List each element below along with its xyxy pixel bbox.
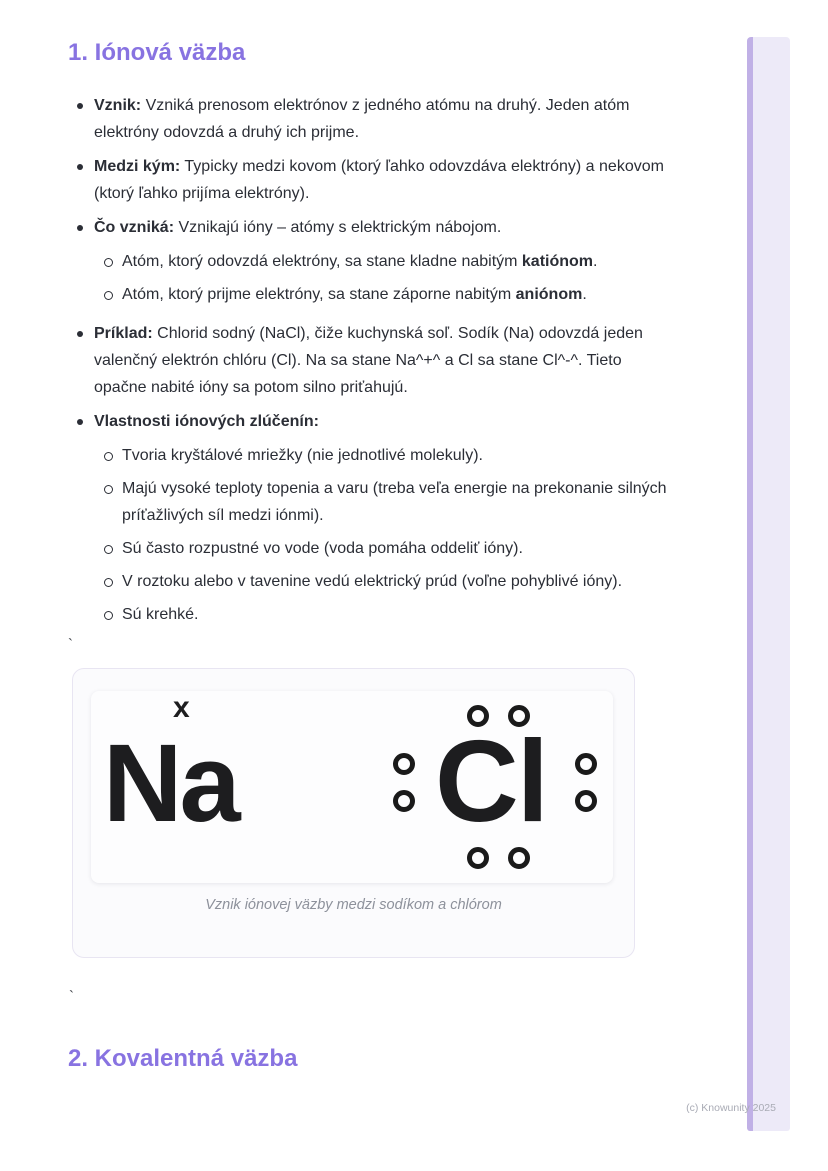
list-item-text: Atóm, ktorý odovzdá elektróny, sa stane kladne nabitým katiónom.: [122, 253, 598, 270]
list-item: [96, 442, 668, 469]
list-item-text: Sú často rozpustné vo vode (voda pomáha oddeliť ióny).: [122, 540, 523, 557]
transfer-electron-mark: x: [173, 691, 190, 724]
sodium-symbol: Na: [103, 722, 238, 845]
list-item: [68, 408, 668, 435]
electron-icon: [467, 847, 489, 869]
scrollbar-strip[interactable]: [747, 37, 790, 1131]
list-item-text: Vlastnosti iónových zlúčenín:: [94, 413, 319, 430]
list-item-text: Čo vzniká: Vznikajú ióny – atómy s elektrickým nábojom.: [94, 219, 502, 236]
bullet-icon: [77, 419, 83, 425]
section-2-title: 2. Kovalentná väzba: [68, 1045, 298, 1072]
list-item: [96, 281, 668, 308]
circle-bullet-icon: [104, 452, 113, 461]
circle-bullet-icon: [104, 545, 113, 554]
list-item: [96, 248, 668, 275]
lewis-structure-image: [91, 691, 613, 883]
bullet-icon: [77, 331, 83, 337]
list-item: [68, 92, 668, 146]
content-column: [68, 38, 668, 654]
list-item: [68, 214, 668, 241]
chlorine-symbol: Cl: [435, 716, 547, 846]
list-item: [96, 568, 668, 595]
list-item-text: V roztoku alebo v tavenine vedú elektrický prúd (voľne pohyblivé ióny).: [122, 573, 623, 590]
sodium-lewis-structure: [99, 691, 369, 883]
copyright-note: (c) Knowunity 2025: [686, 1102, 776, 1114]
list-item: [96, 601, 668, 628]
topic-list: [68, 92, 668, 628]
circle-bullet-icon: [104, 258, 113, 267]
electron-icon: [393, 790, 415, 812]
section-1-title: 1. Iónová väzba: [68, 39, 246, 66]
electron-icon: [393, 753, 415, 775]
electron-pair-bottom: [467, 847, 530, 869]
list-item-text: Medzi kým: Typicky medzi kovom (ktorý ľahko odovzdáva elektróny) a nekovom (ktorý ľahko prijíma elektróny).: [94, 158, 664, 202]
list-item-text: Vznik: Vzniká prenosom elektrónov z jedného atómu na druhý. Jeden atóm elektróny odovzdá a druhý ich prijme.: [94, 97, 630, 141]
electron-icon: [508, 847, 530, 869]
electron-icon: [575, 753, 597, 775]
list-item: [68, 153, 668, 207]
list-item-text: Atóm, ktorý prijme elektróny, sa stane záporne nabitým aniónom.: [122, 286, 587, 303]
electron-pair-right: [575, 753, 597, 812]
chlorine-lewis-structure: [391, 691, 606, 883]
stray-backtick-1: `: [68, 636, 73, 653]
bullet-icon: [77, 103, 83, 109]
bullet-icon: [77, 225, 83, 231]
list-item: [68, 320, 668, 401]
figure-card: [72, 668, 635, 958]
circle-bullet-icon: [104, 611, 113, 620]
list-item: [96, 535, 668, 562]
circle-bullet-icon: [104, 485, 113, 494]
circle-bullet-icon: [104, 578, 113, 587]
list-item-text: Majú vysoké teploty topenia a varu (treba veľa energie na prekonanie silných príťažlivých síl medzi iónmi).: [122, 480, 667, 524]
list-item: [96, 475, 668, 529]
figure-caption: Vznik iónovej väzby medzi sodíkom a chlórom: [205, 897, 502, 913]
list-item-text: Sú krehké.: [122, 606, 199, 623]
bullet-icon: [77, 164, 83, 170]
electron-pair-left: [393, 753, 415, 812]
list-item-text: Príklad: Chlorid sodný (NaCl), čiže kuchynská soľ. Sodík (Na) odovzdá jeden valenčný elektrón chlóru (Cl). Na sa stane Na^+^ a Cl sa stane Cl^-^. Tieto opačne nabité ióny sa potom silno priťahujú.: [94, 325, 643, 396]
electron-icon: [575, 790, 597, 812]
list-item-text: Tvoria kryštálové mriežky (nie jednotlivé molekuly).: [122, 447, 483, 464]
circle-bullet-icon: [104, 291, 113, 300]
stray-backtick-2: `: [69, 988, 74, 1005]
